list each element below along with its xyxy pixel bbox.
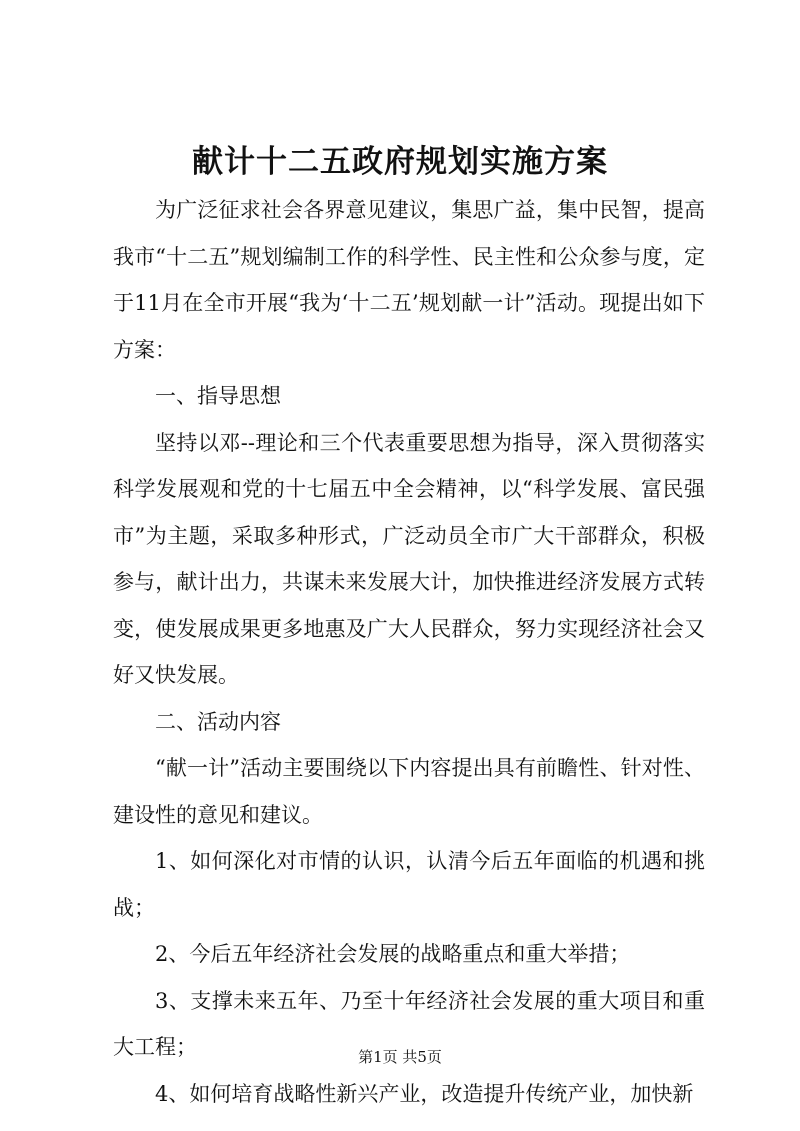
section-heading-activity-content: 二、活动内容 [155,709,281,734]
paragraph-guiding-thought: 坚持以邓--理论和三个代表重要思想为指导，深入贯彻落实科学发展观和党的十七届五中全会精神，以“科学发展、富民强市”为主题，采取多种形式，广泛动员全市广大干部群众，积极参与，献计出力，共谋未来发展大计，加快推进经济发展方式转变，使发展成果更多地惠及广大人民群众，努力实现经济社会又好又快发展。 [113,430,705,687]
paragraph-intro: 为广泛征求社会各界意见建议，集思广益，集中民智，提高我市“十二五”规划编制工作的科学性、民主性和公众参与度，定于11月在全市开展“我为‘十二五’规划献一计”活动。现提出如下方案： [113,198,705,362]
list-item-3: 3、支撑未来五年、乃至十年经济社会发展的重大项目和重大工程； [113,988,705,1059]
page-footer: 第1页 共5页 [358,1048,442,1066]
document-title: 献计十二五政府规划实施方案 [192,144,608,180]
list-item-4: 4、如何培育战略性新兴产业，改造提升传统产业，加快新 [155,1081,694,1106]
list-item-1: 1、如何深化对市情的认识，认清今后五年面临的机遇和挑战； [113,849,705,920]
list-item-2: 2、今后五年经济社会发展的战略重点和重大举措； [155,942,631,966]
section-heading-guiding-thought: 一、指导思想 [155,384,281,408]
paragraph-activity-content: “献一计”活动主要围绕以下内容提出具有前瞻性、针对性、建设性的意见和建议。 [113,756,705,827]
document-body [113,187,705,1117]
